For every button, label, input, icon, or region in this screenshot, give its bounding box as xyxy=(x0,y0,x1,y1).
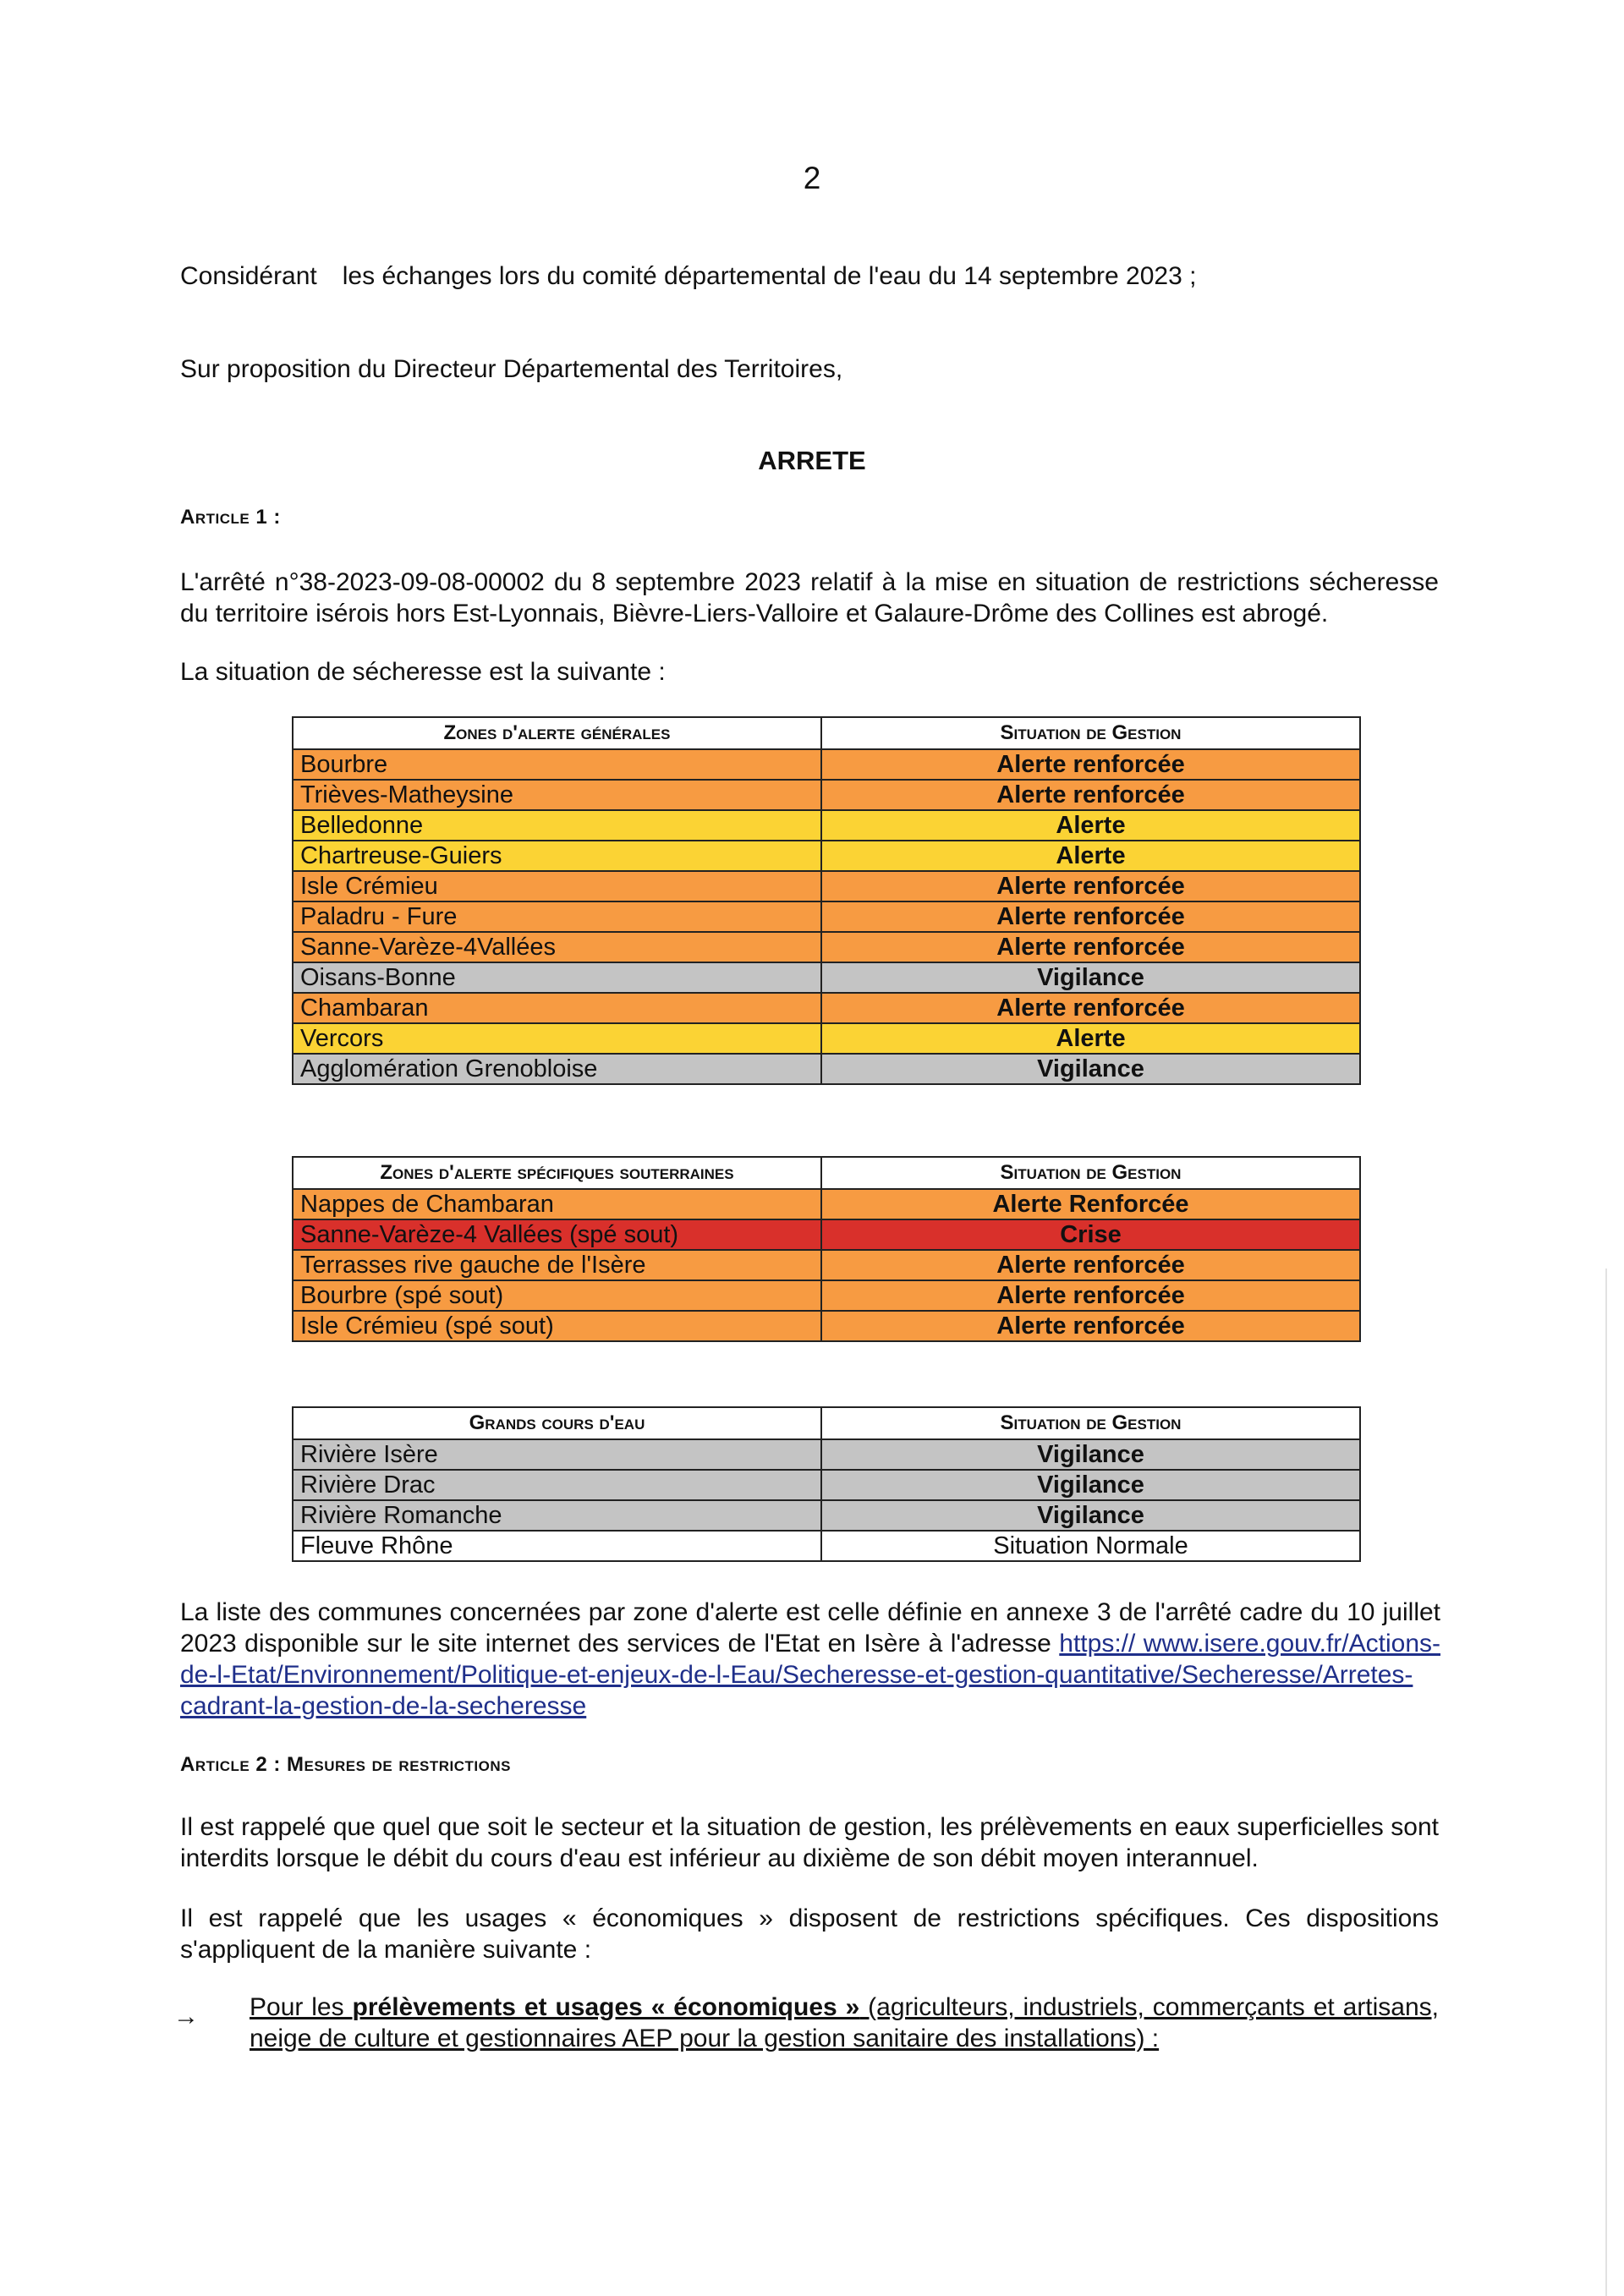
considerant-text: les échanges lors du comité départemental de l'eau du 14 septembre 2023 ; xyxy=(342,262,1197,290)
table-row xyxy=(293,871,1360,901)
header-status: Situation de Gestion xyxy=(821,717,1360,749)
table-row xyxy=(293,1311,1360,1341)
zone-status: Vigilance xyxy=(821,1470,1360,1500)
table-row xyxy=(293,1023,1360,1054)
table-row xyxy=(293,749,1360,780)
table-row xyxy=(293,1531,1360,1561)
table-row xyxy=(293,932,1360,962)
bullet-rest: (agriculteurs, industriels, commerçants et artisans, neige de culture et gestionnaires AEP pour la gestion sanitaire des installations) : xyxy=(250,1993,1440,2052)
zone-name: Trièves-Matheysine xyxy=(293,780,821,810)
zone-status: Vigilance xyxy=(821,1439,1360,1470)
article2-heading: Article 2 : Mesures de restrictions xyxy=(180,1753,511,1776)
considerant-paragraph xyxy=(180,260,1439,292)
table-row xyxy=(293,841,1360,871)
zone-status: Alerte renforcée xyxy=(821,780,1360,810)
arrow-bullet-icon: → xyxy=(173,2003,199,2030)
table-zones-souterraines xyxy=(292,1156,1361,1342)
communes-text: La liste des communes concernées par zone d'alerte est celle définie en annexe 3 de l'arrêté cadre du 10 juillet 2023 disponible sur le site internet des services de l'Etat en Isère à l'adresse xyxy=(180,1598,1440,1658)
article1-heading: Article 1 : xyxy=(180,506,281,529)
zone-status: Alerte xyxy=(821,810,1360,841)
zone-name: Terrasses rive gauche de l'Isère xyxy=(293,1250,821,1280)
zone-name: Sanne-Varèze-4Vallées xyxy=(293,932,821,962)
zone-name: Rivière Romanche xyxy=(293,1500,821,1531)
zone-name: Belledonne xyxy=(293,810,821,841)
zone-name: Chambaran xyxy=(293,993,821,1023)
zone-status: Alerte renforcée xyxy=(821,1280,1360,1311)
table-row xyxy=(293,993,1360,1023)
zone-status: Crise xyxy=(821,1219,1360,1250)
article2-para1: Il est rappelé que quel que soit le secteur et la situation de gestion, les prélèvements en eaux superficielles sont interdits lorsque le débit du cours d'eau est inférieur au dixième de son débit moyen interannuel. xyxy=(180,1813,1439,1872)
zone-name: Isle Crémieu (spé sout) xyxy=(293,1311,821,1341)
zone-status: Alerte xyxy=(821,841,1360,871)
zone-name: Chartreuse-Guiers xyxy=(293,841,821,871)
proposition-paragraph: Sur proposition du Directeur Départemental des Territoires, xyxy=(180,355,843,383)
zone-status: Alerte renforcée xyxy=(821,993,1360,1023)
zone-status: Alerte renforcée xyxy=(821,749,1360,780)
table-row xyxy=(293,1250,1360,1280)
zone-name: Rivière Drac xyxy=(293,1470,821,1500)
situation-intro: La situation de sécheresse est la suivante : xyxy=(180,658,666,686)
zone-name: Isle Crémieu xyxy=(293,871,821,901)
page-number: 2 xyxy=(803,161,821,195)
zone-name: Oisans-Bonne xyxy=(293,962,821,993)
table-grands-cours-eau xyxy=(292,1406,1361,1562)
table-row xyxy=(293,901,1360,932)
zone-name: Paladru - Fure xyxy=(293,901,821,932)
table-row xyxy=(293,1439,1360,1470)
zone-status: Alerte renforcée xyxy=(821,1250,1360,1280)
table-row xyxy=(293,962,1360,993)
zone-status: Alerte xyxy=(821,1023,1360,1054)
table-row xyxy=(293,1280,1360,1311)
zone-status: Alerte renforcée xyxy=(821,932,1360,962)
zone-name: Rivière Isère xyxy=(293,1439,821,1470)
zone-status: Alerte renforcée xyxy=(821,1311,1360,1341)
zone-name: Fleuve Rhône xyxy=(293,1531,821,1561)
zone-status: Alerte Renforcée xyxy=(821,1189,1360,1219)
bullet-bold: prélèvements et usages « économiques » xyxy=(352,1993,860,2021)
zone-status: Alerte renforcée xyxy=(821,871,1360,901)
scan-margin-line xyxy=(1605,1269,1607,2296)
zone-status: Vigilance xyxy=(821,962,1360,993)
table-row xyxy=(293,1219,1360,1250)
table-row xyxy=(293,780,1360,810)
zone-status: Alerte renforcée xyxy=(821,901,1360,932)
zone-name: Vercors xyxy=(293,1023,821,1054)
zone-status: Situation Normale xyxy=(821,1531,1360,1561)
header-status: Situation de Gestion xyxy=(821,1157,1360,1189)
considerant-label: Considérant xyxy=(180,262,317,290)
zone-name: Nappes de Chambaran xyxy=(293,1189,821,1219)
header-zone: Grands cours d'eau xyxy=(293,1407,821,1439)
zone-status: Vigilance xyxy=(821,1500,1360,1531)
bullet-prefix: Pour les xyxy=(250,1993,353,2021)
header-zone: Zones d'alerte spécifiques souterraines xyxy=(293,1157,821,1189)
header-zone: Zones d'alerte générales xyxy=(293,717,821,749)
table-row xyxy=(293,1500,1360,1531)
economic-usage-item xyxy=(250,1992,1439,2054)
zone-name: Sanne-Varèze-4 Vallées (spé sout) xyxy=(293,1219,821,1250)
table-row xyxy=(293,1189,1360,1219)
communes-paragraph xyxy=(180,1597,1440,1722)
header-status: Situation de Gestion xyxy=(821,1407,1360,1439)
table-row xyxy=(293,810,1360,841)
table-row xyxy=(293,1054,1360,1084)
zone-status: Vigilance xyxy=(821,1054,1360,1084)
article2-para2: Il est rappelé que les usages « économiques » disposent de restrictions spécifiques. Ces dispositions s'appliquent de la manière suivante : xyxy=(180,1904,1439,1964)
arrete-title: ARRETE xyxy=(758,446,866,475)
table-zones-generales xyxy=(292,716,1361,1085)
communes-link[interactable]: https:// www.isere.gouv.fr/Actions-de-l-Etat/Environnement/Politique-et-enjeux-de-l-Eau/Secheresse-et-gestion-quantitative/Secheresse/Arretes-cadrant-la-gestion-de-la-secheresse xyxy=(180,1630,1440,1720)
zone-name: Bourbre (spé sout) xyxy=(293,1280,821,1311)
zone-name: Bourbre xyxy=(293,749,821,780)
table-row xyxy=(293,1470,1360,1500)
zone-name: Agglomération Grenobloise xyxy=(293,1054,821,1084)
article1-text: L'arrêté n°38-2023-09-08-00002 du 8 septembre 2023 relatif à la mise en situation de restrictions sécheresse du territoire isérois hors Est-Lyonnais, Bièvre-Liers-Valloire et Galaure-Drôme des Collines est abrogé. xyxy=(180,568,1439,627)
